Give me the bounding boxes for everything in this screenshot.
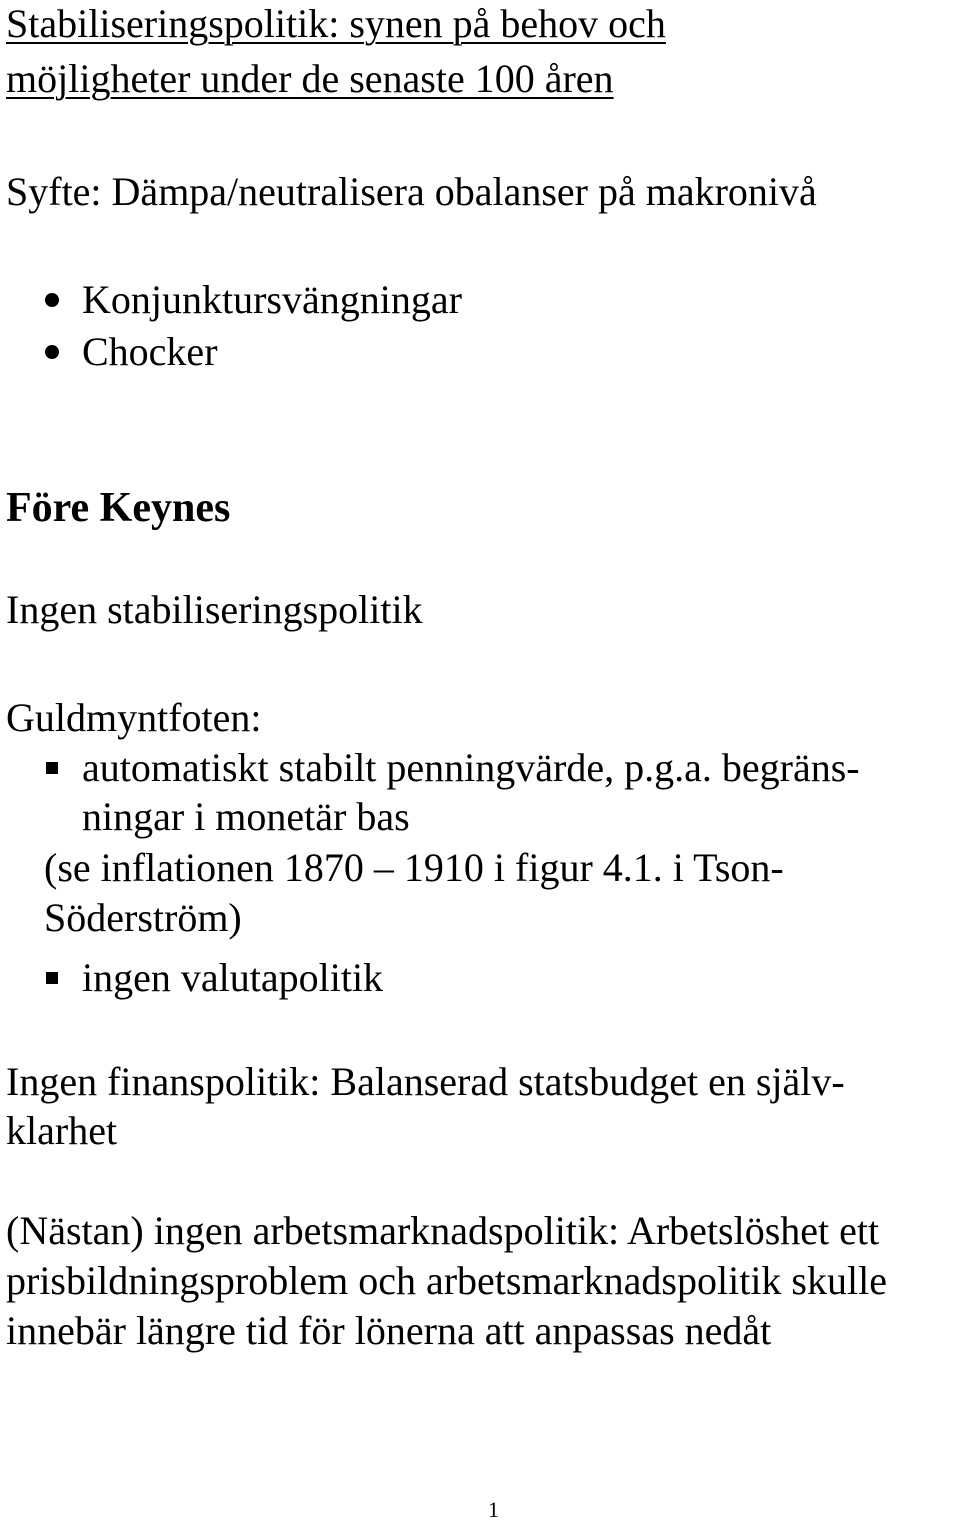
- bullet-dot-icon: [45, 345, 59, 359]
- page-number: 1: [488, 1497, 499, 1522]
- gold-standard-note-line-2: Söderström): [44, 895, 242, 940]
- purpose-bullet-item: Konjunktursvängningar: [82, 277, 462, 322]
- gold-standard-item-2: ingen valutapolitik: [82, 955, 384, 1000]
- purpose-text: Syfte: Dämpa/neutralisera obalanser på makronivå: [6, 169, 817, 214]
- gold-standard-item-1-line-2: ningar i monetär bas: [82, 794, 410, 839]
- gold-standard-note-line-1: (se inflationen 1870 – 1910 i figur 4.1. i Tson-: [44, 845, 784, 890]
- labour-policy-line-1: (Nästan) ingen arbetsmarknadspolitik: Arbetslöshet ett: [6, 1208, 880, 1253]
- section-heading: Före Keynes: [6, 485, 231, 531]
- bullet-square-icon: [46, 972, 58, 984]
- fiscal-policy-line-1: Ingen finanspolitik: Balanserad statsbudget en själv-: [6, 1059, 845, 1104]
- no-stabilization-text: Ingen stabiliseringspolitik: [6, 587, 423, 632]
- page-title-line-2: möjligheter under de senaste 100 åren: [6, 56, 614, 101]
- page-title-line-1: Stabiliseringspolitik: synen på behov och: [6, 1, 666, 46]
- labour-policy-line-3: innebär längre tid för lönerna att anpassas nedåt: [6, 1308, 772, 1353]
- bullet-square-icon: [46, 762, 58, 774]
- bullet-dot-icon: [45, 293, 59, 307]
- purpose-bullet-item: Chocker: [82, 329, 218, 374]
- gold-standard-item-1-line-1: automatiskt stabilt penningvärde, p.g.a. begräns-: [82, 745, 860, 790]
- fiscal-policy-line-2: klarhet: [6, 1108, 118, 1153]
- gold-standard-label: Guldmyntfoten:: [6, 695, 262, 740]
- labour-policy-line-2: prisbildningsproblem och arbetsmarknadspolitik skulle: [6, 1258, 887, 1303]
